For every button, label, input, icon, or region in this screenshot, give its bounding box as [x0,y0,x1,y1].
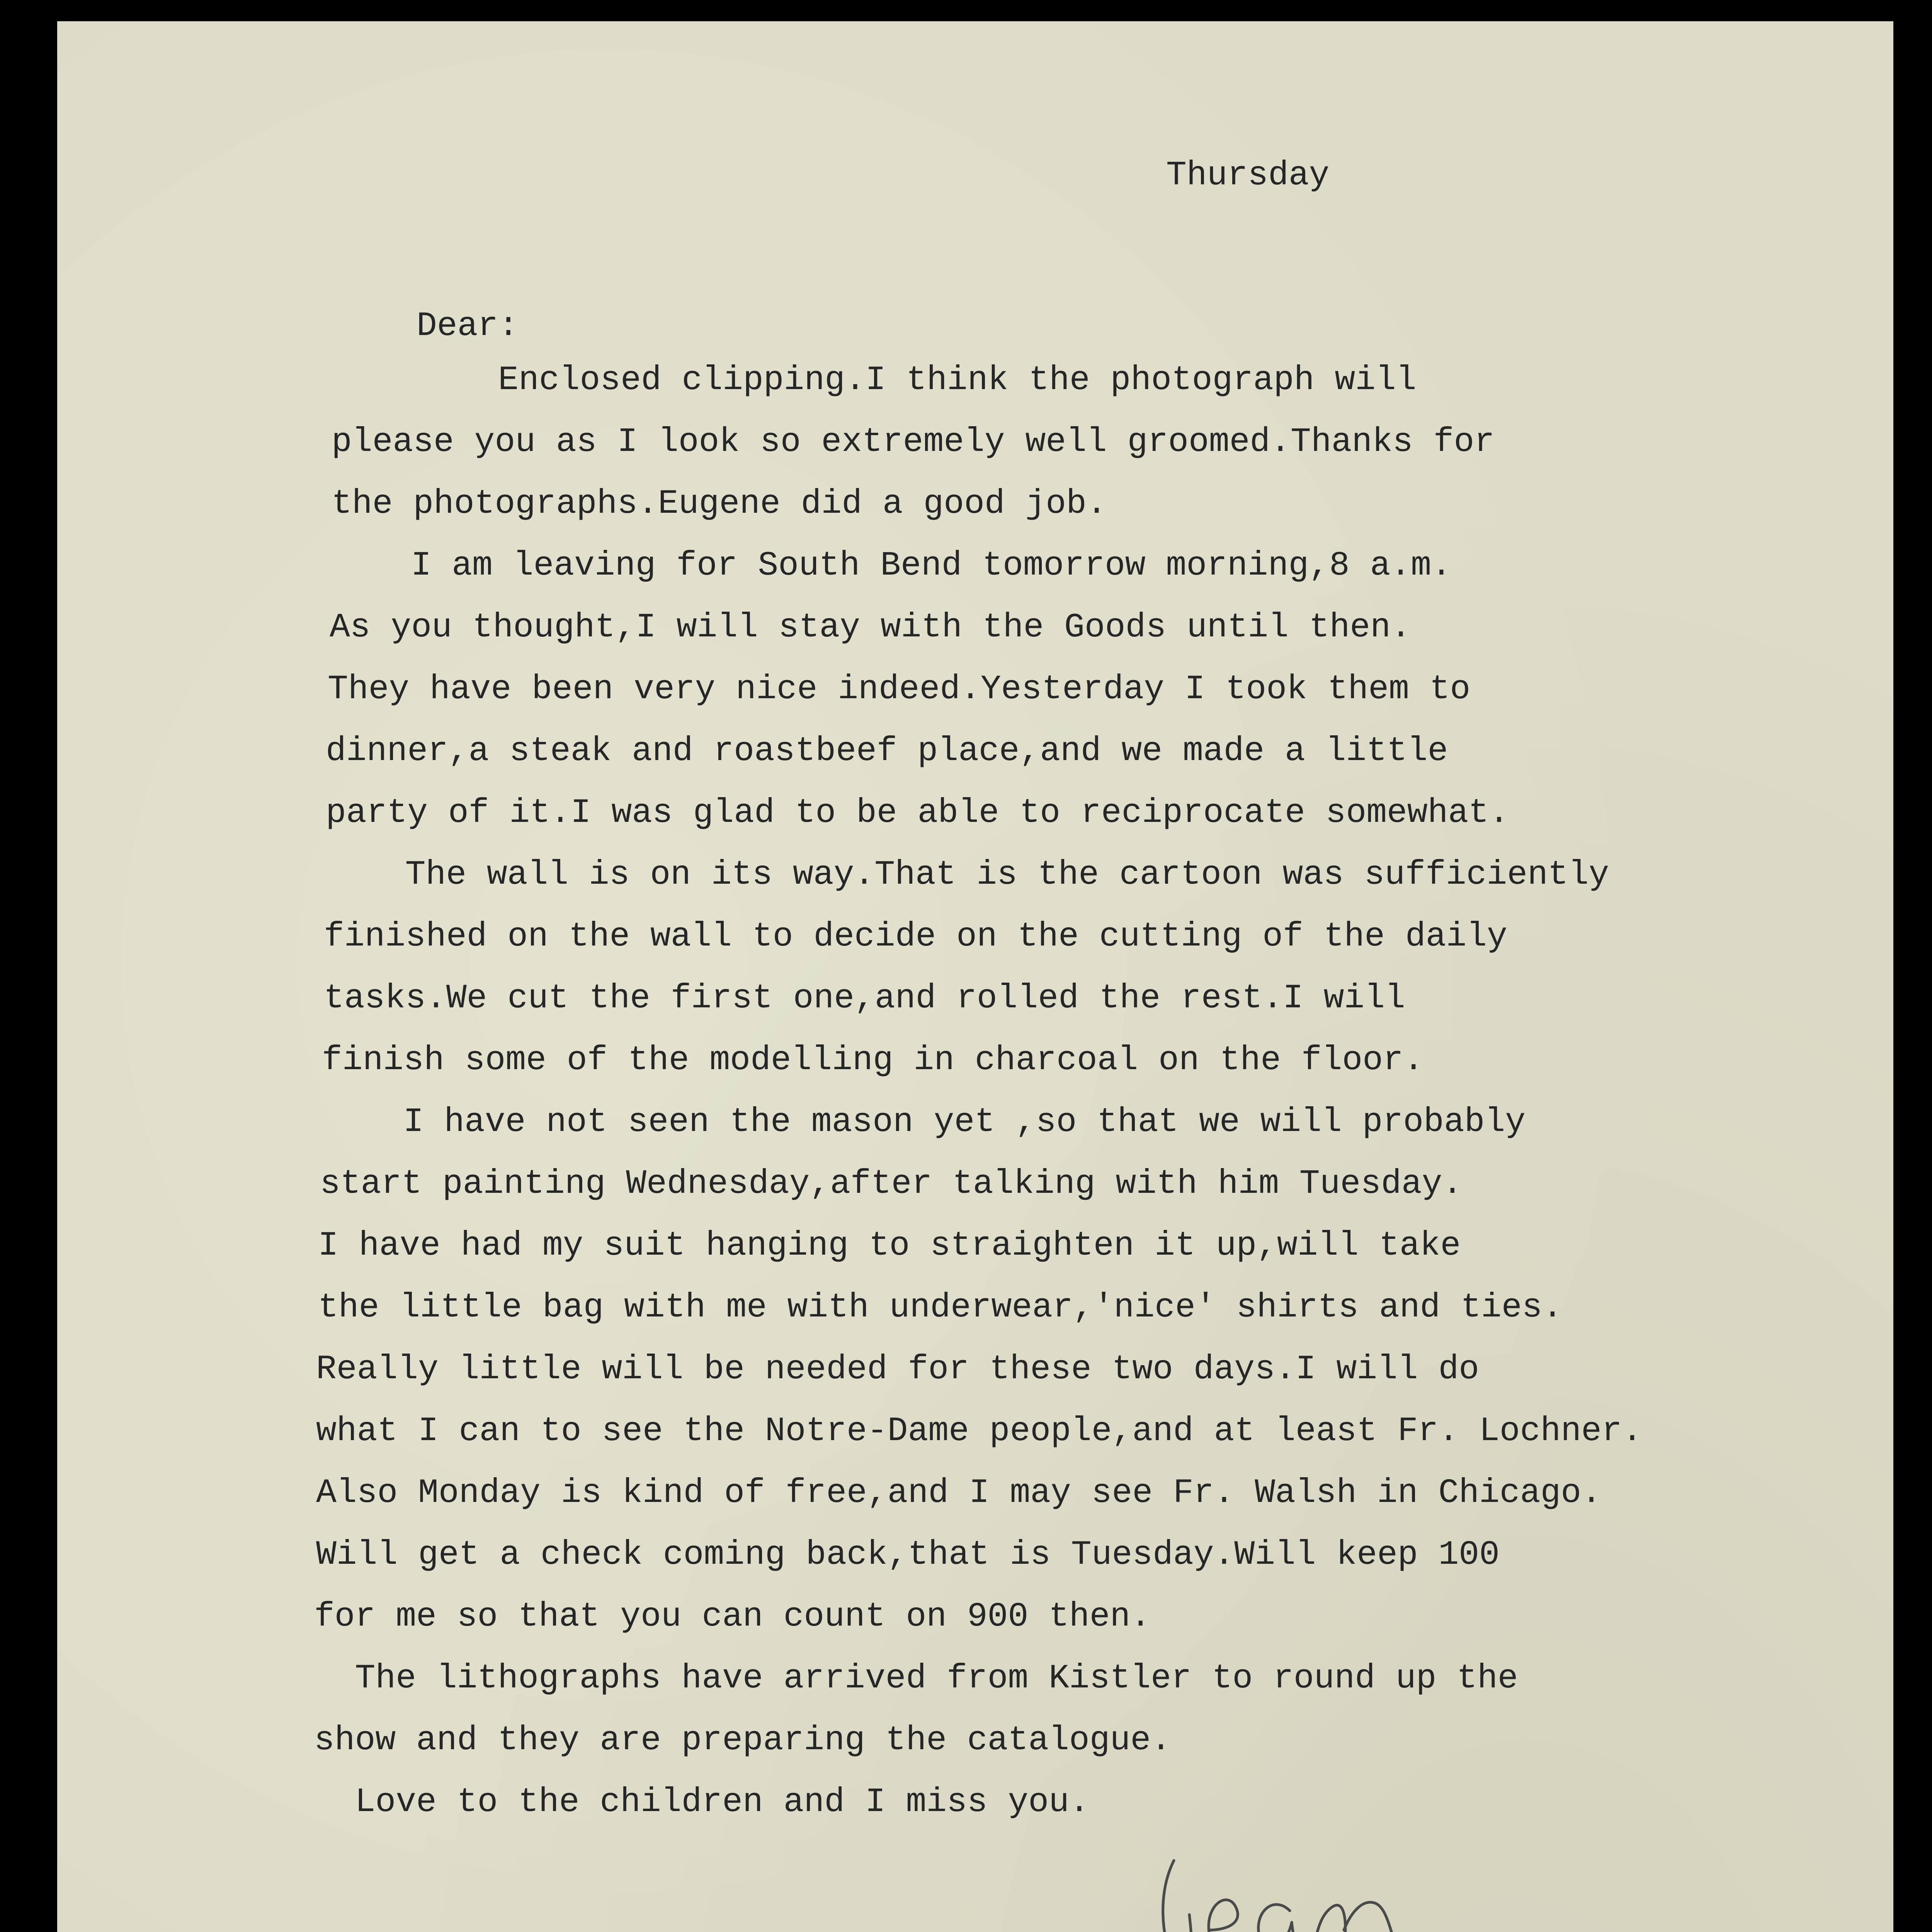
body-line: The lithographs have arrived from Kistler to round up the [314,1660,1518,1698]
signature-stroke [1163,1861,1197,1932]
signature-stroke [1259,1905,1313,1932]
body-line: I have had my suit hanging to straighten it up,will take [318,1227,1461,1265]
body-line: the photographs.Eugene did a good job. [332,485,1107,523]
letter-salutation: Dear: [417,307,519,345]
signature-stroke [1209,1900,1251,1932]
body-line: As you thought,I will stay with the Goods until then. [330,609,1411,647]
letter-date: Thursday [1166,156,1330,195]
signature-stroke [1313,1902,1444,1932]
body-line: Enclosed clipping.I think the photograph will [417,361,1417,400]
body-line: what I can to see the Notre-Dame people,and at least Fr. Lochner. [316,1412,1643,1451]
body-line: dinner,a steak and roastbeef place,and we made a little [326,732,1448,770]
body-line: The wall is on its way.That is the cartoon was sufficiently [364,856,1609,894]
body-line: tasks.We cut the first one,and rolled the rest.I will [324,980,1405,1018]
body-line: show and they are preparing the catalogue. [314,1721,1171,1760]
body-line: for me so that you can count on 900 then. [314,1598,1151,1636]
body-line: They have been very nice indeed.Yesterday I took them to [328,670,1471,709]
body-line: finish some of the modelling in charcoal on the floor. [322,1041,1424,1080]
body-line: finished on the wall to decide on the cutting of the daily [324,918,1507,956]
body-line: start painting Wednesday,after talking with him Tuesday. [320,1165,1463,1203]
body-line: the little bag with me with underwear,'nice' shirts and ties. [318,1289,1563,1327]
body-line: please you as I look so extremely well groomed.Thanks for [332,423,1495,461]
body-line: I have not seen the mason yet ,so that we will probably [362,1103,1526,1141]
body-line: Love to the children and I miss you. [314,1783,1090,1821]
letter-page [57,21,1893,1932]
body-line: I am leaving for South Bend tomorrow morning,8 a.m. [370,547,1452,585]
body-line: Really little will be needed for these two days.I will do [316,1350,1480,1389]
handwritten-signature [1151,1853,1529,1932]
body-line: party of it.I was glad to be able to reciprocate somewhat. [326,794,1509,832]
body-line: Will get a check coming back,that is Tuesday.Will keep 100 [316,1536,1500,1574]
body-line: Also Monday is kind of free,and I may see Fr. Walsh in Chicago. [316,1474,1602,1512]
